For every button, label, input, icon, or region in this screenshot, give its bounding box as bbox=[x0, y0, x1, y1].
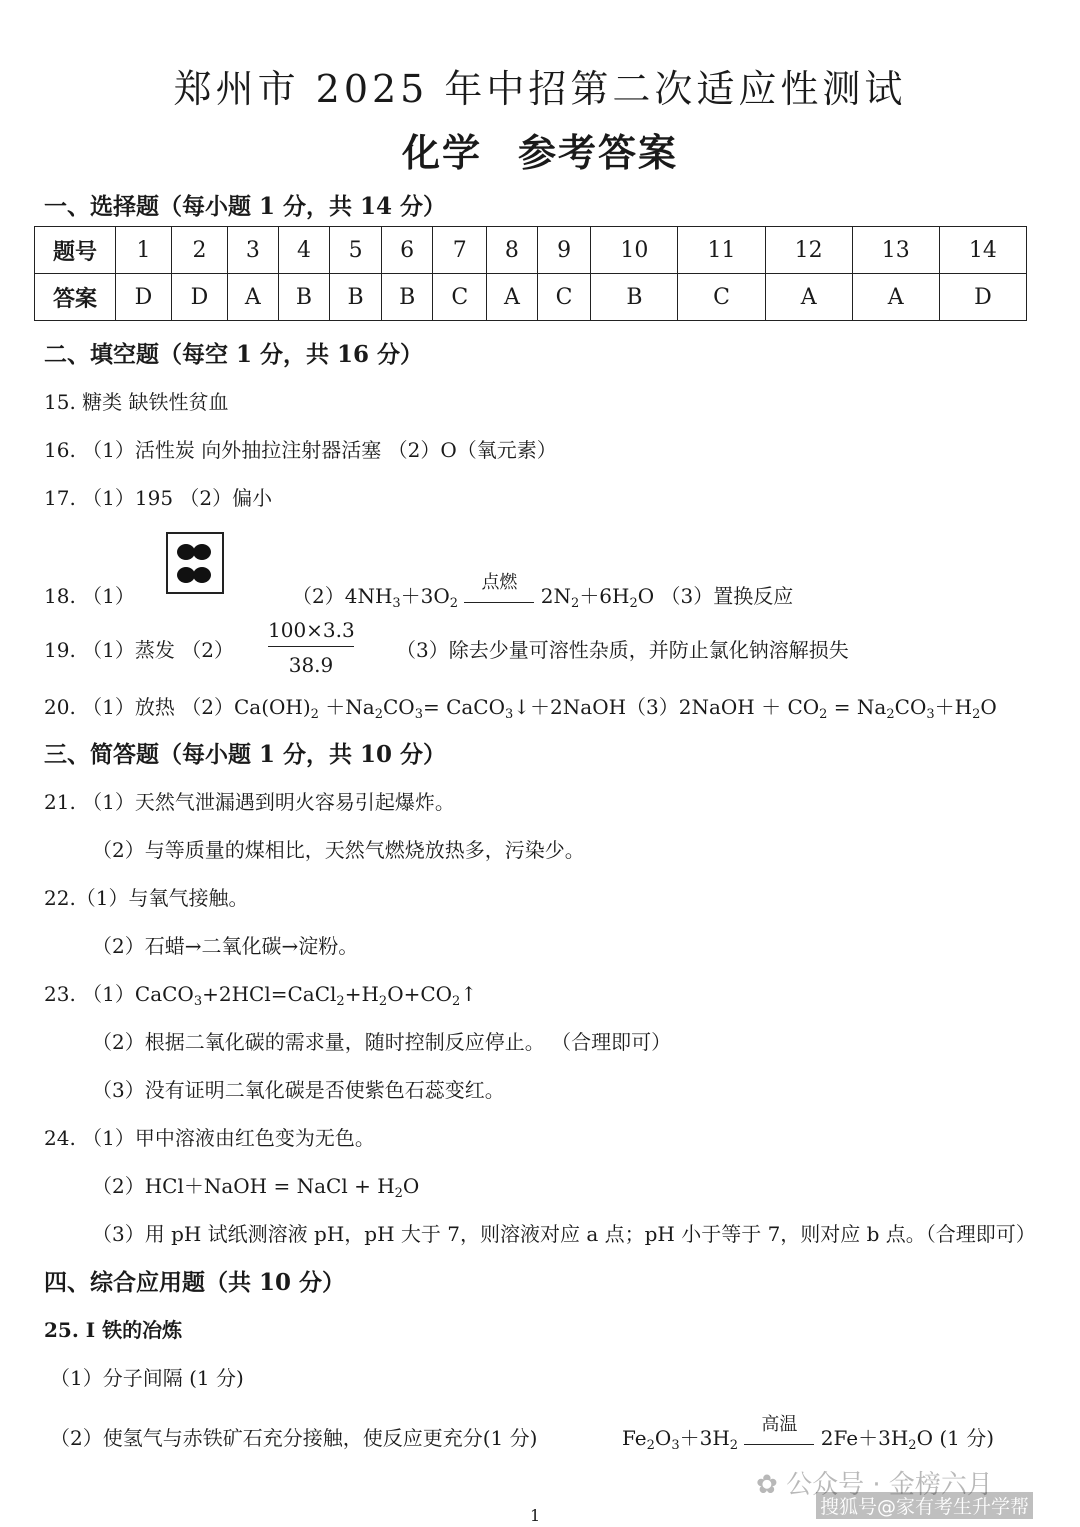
answer-15: 15. 糖类 缺铁性贫血 bbox=[44, 390, 229, 414]
reaction-condition: 高温 bbox=[744, 1432, 814, 1445]
question-number-row bbox=[35, 227, 1027, 274]
answer-22-2: （2）石蜡→二氧化碳→淀粉。 bbox=[92, 934, 359, 958]
answer-16: 16. （1）活性炭 向外抽拉注射器活塞 （2）O（氧元素） bbox=[44, 438, 557, 462]
answer-24-1: 24. （1）甲中溶液由红色变为无色。 bbox=[44, 1126, 375, 1150]
table-cell: 3 bbox=[227, 227, 278, 274]
document-subtitle bbox=[0, 122, 1080, 177]
section-fill-heading: 二、填空题（每空 1 分，共 16 分） bbox=[44, 341, 424, 368]
answer-17: 17. （1）195 （2）偏小 bbox=[44, 486, 273, 510]
answer-21-2: （2）与等质量的煤相比，天然气燃烧放热多，污染少。 bbox=[92, 838, 585, 862]
answer-18-equation: $(2)4NH_3+3O_2$ 点燃 $2N_2+6H_2O$ （3）置换反应 bbox=[292, 572, 794, 611]
table-cell: C bbox=[433, 274, 487, 321]
row-header: 题号 bbox=[35, 227, 116, 274]
answer-table bbox=[34, 226, 1027, 321]
table-cell: B bbox=[330, 274, 382, 321]
answer-19-part1: 19. （1）蒸发 （2） bbox=[44, 638, 234, 662]
watermark-wechat: ✿ 公众号 · 金榜六月 bbox=[756, 1470, 993, 1500]
watermark-sohu: 搜狐号@家有考生升学帮 bbox=[816, 1492, 1033, 1519]
table-cell: 8 bbox=[487, 227, 538, 274]
table-cell: A bbox=[852, 274, 939, 321]
table-cell: 4 bbox=[278, 227, 330, 274]
reaction-condition: 点燃 bbox=[464, 590, 534, 603]
table-cell: D bbox=[116, 274, 172, 321]
answer-23-2: （2）根据二氧化碳的需求量，随时控制反应停止。 （合理即可） bbox=[92, 1030, 672, 1054]
table-cell: B bbox=[381, 274, 433, 321]
document-title: 郑州市 2025 年中招第二次适应性测试 bbox=[173, 67, 907, 111]
answer-25-heading: 25. I 铁的冶炼 bbox=[44, 1318, 183, 1342]
answer-24-3: （3）用 pH 试纸测溶液 pH，pH 大于 7，则溶液对应 a 点；pH 小于等于 7，则对应 b 点。（合理即可） bbox=[92, 1222, 1036, 1246]
answer-20: 20. （1）放热 $(2)Ca(OH)_2 +Na_2CO_3=$ CaCO$_3$↓＋2NaOH（3）2NaOH ＋ $CO_2 = Na_2CO_3+H_2O$ bbox=[44, 695, 997, 722]
answer-23-3: （3）没有证明二氧化碳是否使紫色石蕊变红。 bbox=[92, 1078, 505, 1102]
table-cell: A bbox=[765, 274, 852, 321]
answer-23-1: 23. $(1)CaCO_3+2HCl=CaCl_2+H_2O+CO_2↑$ bbox=[44, 982, 478, 1009]
table-cell: A bbox=[227, 274, 278, 321]
table-cell: A bbox=[487, 274, 538, 321]
answer-25-1: （1）分子间隔 (1 分) bbox=[50, 1366, 244, 1390]
page-number: 1 bbox=[530, 1506, 541, 1525]
wechat-icon: ✿ bbox=[756, 1470, 778, 1500]
table-cell: D bbox=[171, 274, 227, 321]
answer-key-label: 参考答案 bbox=[518, 130, 679, 175]
answer-25-2: （2）使氢气与赤铁矿石充分接触，使反应更充分(1 分) bbox=[50, 1426, 538, 1450]
answer-18-label: 18. （1） bbox=[44, 584, 135, 608]
answer-row bbox=[35, 274, 1027, 321]
fraction-numerator: 100×3.3 bbox=[268, 618, 354, 647]
table-cell: 11 bbox=[678, 227, 765, 274]
answer-25-equation: $Fe_2O_3+3H_2$ 高温 $2Fe+3H_2O$ (1 分) bbox=[622, 1414, 995, 1453]
table-cell: B bbox=[278, 274, 330, 321]
answer-24-2: （2）HCl＋NaOH = NaCl + $H_2O$ bbox=[92, 1174, 420, 1201]
answer-19-part3: （3）除去少量可溶性杂质，并防止氯化钠溶解损失 bbox=[396, 638, 849, 662]
row-header: 答案 bbox=[35, 274, 116, 321]
fraction-denominator: 38.9 bbox=[288, 653, 334, 677]
subject-label: 化学 bbox=[401, 130, 482, 175]
table-cell: 2 bbox=[171, 227, 227, 274]
section-short-answer-heading: 三、简答题（每小题 1 分，共 10 分） bbox=[44, 741, 447, 768]
table-cell: 6 bbox=[381, 227, 433, 274]
table-cell: 14 bbox=[939, 227, 1026, 274]
table-cell: 5 bbox=[330, 227, 382, 274]
section-application-heading: 四、综合应用题（共 10 分） bbox=[44, 1269, 346, 1296]
table-cell: C bbox=[678, 274, 765, 321]
table-cell: 13 bbox=[852, 227, 939, 274]
fraction bbox=[268, 618, 354, 677]
table-cell: 1 bbox=[116, 227, 172, 274]
molecule-model-icon bbox=[166, 532, 224, 594]
table-cell: C bbox=[537, 274, 591, 321]
table-cell: D bbox=[939, 274, 1026, 321]
answer-22-1: 22.（1）与氧气接触。 bbox=[44, 886, 249, 910]
section-choice-heading: 一、选择题（每小题 1 分，共 14 分） bbox=[44, 193, 447, 220]
table-cell: 10 bbox=[591, 227, 678, 274]
table-cell: 9 bbox=[537, 227, 591, 274]
table-cell: B bbox=[591, 274, 678, 321]
table-cell: 7 bbox=[433, 227, 487, 274]
answer-21-1: 21. （1）天然气泄漏遇到明火容易引起爆炸。 bbox=[44, 790, 455, 814]
table-cell: 12 bbox=[765, 227, 852, 274]
